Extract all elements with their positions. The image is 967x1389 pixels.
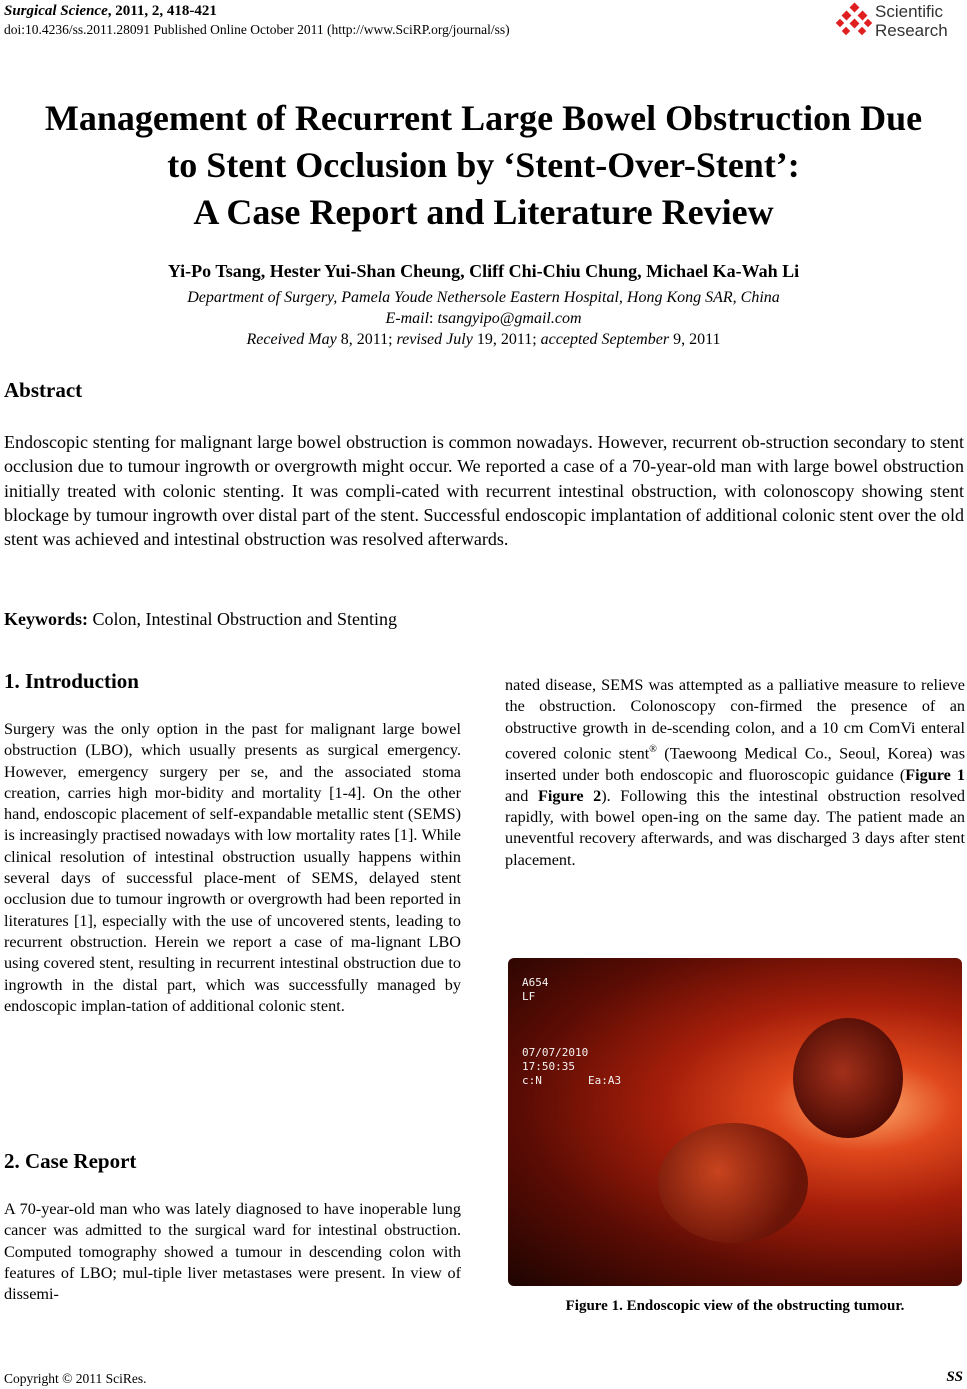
logo-line-2: Research [875,21,948,40]
figure-2-ref[interactable]: Figure 2 [537,786,602,805]
abstract-heading: Abstract [4,378,83,402]
overlay-ea: Ea:A3 [588,1074,622,1087]
abstract-text: Endoscopic stenting for malignant large bowel obstruction is common nowadays. However, recurrent ob-struction secondary to stent occlusion due to tumour ingrowth or overgrowth might occur. We reported a case of a 70-year-old man with large bowel obstruction initially treated with colonic stenting. It was compli-cated with recurrent intestinal obstruction, with colonoscopy showing stent blockage by tumour ingrowth over distal part of the stent. Successful endoscopic implantation of additional colonic stent over the old stent was achieved and intestinal obstruction was resolved afterwards. [4,432,964,550]
tumour-region-lower [658,1123,808,1243]
footer-copyright: Copyright © 2011 SciRes. [4,1371,147,1386]
overlay-id: A654 [522,976,549,989]
email-line: E-mail: tsangyipo@gmail.com [385,310,582,327]
section-2-text: A 70-year-old man who was lately diagnosed to have inoperable lung cancer was admitted to the surgical ward for intestinal obstruction. Computed tomography showed a tumour in descending colon with features of LBO; mul-tiple liver metastases were present. In view of dissemi- [4,1200,461,1304]
section-1-text: Surgery was the only option in the past for malignant large bowel obstruction (LBO), which usually presents as surgical emergency. However, emergency surgery per se, and the associated stoma creation, carries high mor-bidity and mortality [1-4]. On the other hand, endoscopic placement of self-expandable metallic stent (SEMS) is increasingly practised nowadays with low mortality rates [1]. While clinical resolution of intestinal obstruction usually happens within several days of successful place-ment of SEMS, delayed stent occlusion due to tumour ingrowth or overgrowth had been reported in literatures [1], especially with the use of uncovered stents, leading to recurrent obstruction. Herein we report a case of ma-lignant LBO using covered stent, resulting in recurrent intestinal obstruction due to ingrowth in the distal part, which was successfully managed by endoscopic implan-tation of additional colonic stent. [4,720,461,1015]
tumour-region-upper [793,1018,903,1138]
keywords-line: Keywords: Colon, Intestinal Obstruction and Stenting [4,609,397,629]
publisher-logo [835,2,965,42]
overlay-time: 17:50:35 [522,1060,575,1073]
figure-1-ref[interactable]: Figure 1 [905,765,965,784]
footer-journal-abbr: SS [946,1369,963,1385]
title-line-2: to Stent Occlusion by ‘Stent-Over-Stent’: [167,145,800,185]
logo-text [875,2,948,40]
logo-line-1: Scientific [875,2,944,21]
email-link[interactable]: tsangyipo@gmail.com [437,310,582,327]
paper-title [0,95,967,236]
title-line-3: A Case Report and Literature Review [193,192,774,232]
dates-line: Received May 8, 2011; revised July 19, 2011; accepted September 9, 2011 [246,331,721,348]
figure-caption: Figure 1. Endoscopic view of the obstructing tumour. [565,1298,905,1314]
author-list: Yi-Po Tsang, Hester Yui-Shan Cheung, Cliff Chi-Chiu Chung, Michael Ka-Wah Li [167,261,800,281]
overlay-cn: c:N [522,1074,542,1087]
section-1-heading: 1. Introduction [4,669,139,693]
affiliation: Department of Surgery, Pamela Youde Nethersole Eastern Hospital, Hong Kong SAR, China [187,289,780,306]
doi-line: doi:10.4236/ss.2011.28091 Published Online October 2011 (http://www.SciRP.org/journal/ss) [4,22,510,37]
journal-citation: Surgical Science, 2011, 2, 418-421 [4,3,217,19]
overlay-mode: LF [522,990,536,1003]
logo-diamond-icon [835,2,875,42]
case-report-continued: nated disease, SEMS was attempted as a palliative measure to relieve the obstruction. Colonoscopy con-firmed the presence of an obstructive growth in de-scending colon, and a 10 cm ComVi enteral covered colonic stent® (Taewoong Medical Co., Seoul, Korea) was inserted under both endoscopic and fluoroscopic guidance (Figure 1 and Figure 2). Following this the intestinal obstruction resolved rapidly, with bowel open-ing on the same day. The patient made an uneventful recovery afterwards, and was discharged 3 days after stent placement. [505,676,966,869]
endoscopic-figure [508,958,962,1286]
affiliation-block [0,287,967,350]
overlay-date: 07/07/2010 [522,1046,589,1059]
section-2-heading: 2. Case Report [4,1149,137,1173]
title-line-1: Management of Recurrent Large Bowel Obstruction Due [44,98,923,138]
